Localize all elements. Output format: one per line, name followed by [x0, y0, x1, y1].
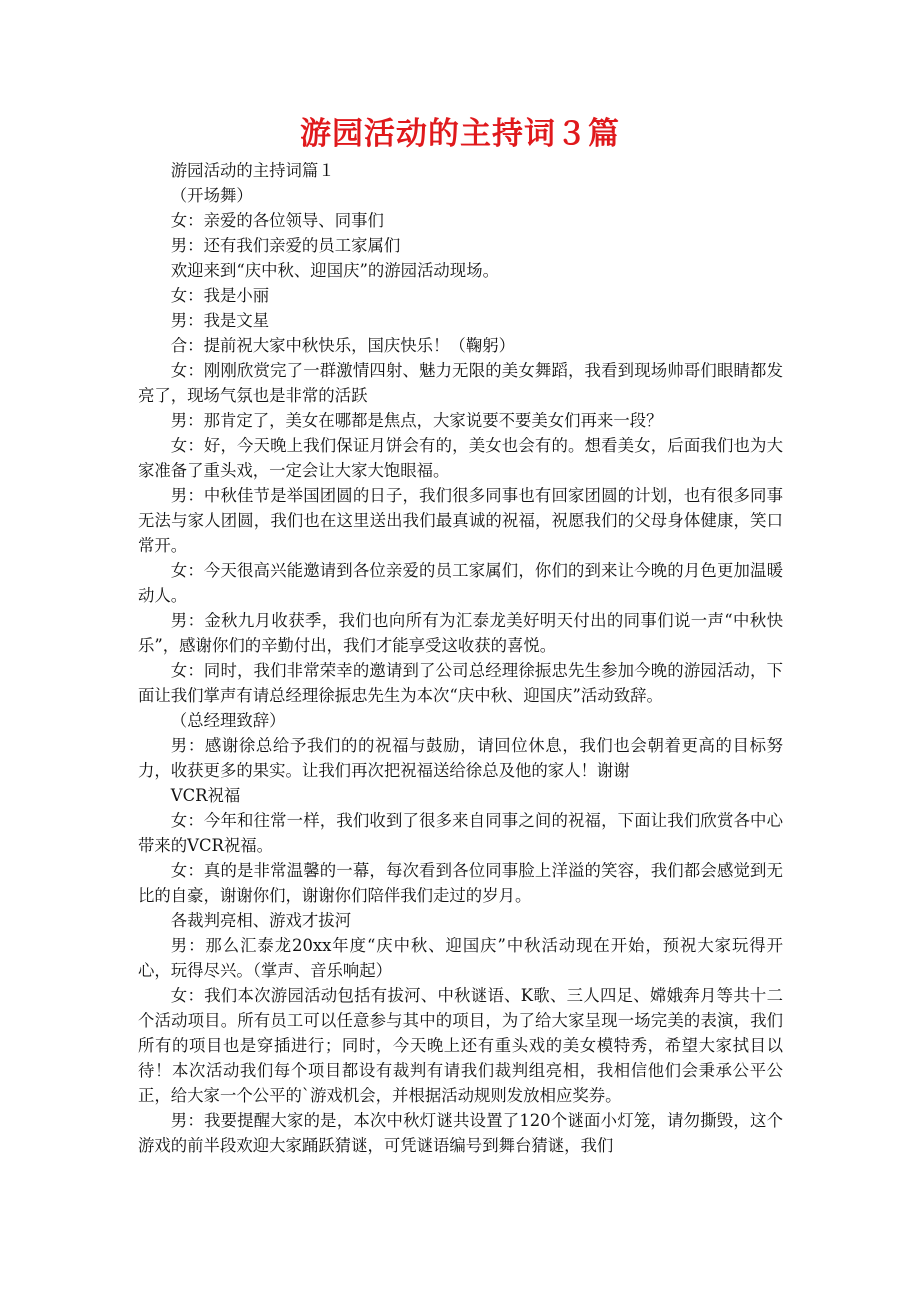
paragraph: 男：我是文星 — [170, 311, 270, 330]
paragraph: 男：我要提醒大家的是，本次中秋灯谜共设置了120个谜面小灯笼，请勿撕毁，这个游戏的前半段欢迎大家踊跃猜谜，可凭谜语编号到舞台猜谜，我们 — [138, 1111, 783, 1155]
paragraph: VCR祝福 — [170, 786, 241, 805]
paragraph: 女：我们本次游园活动包括有拔河、中秋谜语、K歌、三人四足、嫦娥奔月等共十二个活动项目。所有员工可以任意参与其中的项目，为了给大家呈现一场完美的表演，我们所有的项目也是穿插进行；同时，今天晚上还有重头戏的美女模特秀，希望大家拭目以待！本次活动我们每个项目都设有裁判有请我们裁判组亮相，我相信他们会秉承公平公正，给大家一个公平的`游戏机会，并根据活动规则发放相应奖券。 — [138, 986, 783, 1105]
paragraph: （总经理致辞） — [170, 711, 286, 730]
paragraph: 男：中秋佳节是举国团圆的日子，我们很多同事也有回家团圆的计划，也有很多同事无法与家人团圆，我们也在这里送出我们最真诚的祝福，祝愿我们的父母身体健康，笑口常开。 — [138, 486, 783, 555]
paragraph: 男：金秋九月收获季，我们也向所有为汇泰龙美好明天付出的同事们说一声“中秋快乐”，感谢你们的辛勤付出，我们才能享受这收获的喜悦。 — [138, 611, 783, 655]
paragraph: 游园活动的主持词篇１ — [170, 161, 335, 180]
paragraph: 男：那么汇泰龙20xx年度“庆中秋、迎国庆”中秋活动现在开始，预祝大家玩得开心，玩得尽兴。（掌声、音乐响起） — [138, 936, 783, 980]
paragraph: 各裁判亮相、游戏才拔河 — [170, 911, 352, 930]
paragraph: 欢迎来到“庆中秋、迎国庆”的游园活动现场。 — [170, 261, 499, 280]
paragraph: 男：还有我们亲爱的员工家属们 — [170, 236, 401, 255]
paragraph: 女：我是小丽 — [170, 286, 270, 305]
document-title: 游园活动的主持词３篇 — [300, 116, 620, 152]
paragraph: （开场舞） — [170, 186, 253, 205]
paragraph: 女：好，今天晚上我们保证月饼会有的，美女也会有的。想看美女，后面我们也为大家准备了重头戏，一定会让大家大饱眼福。 — [138, 436, 783, 480]
paragraph: 合：提前祝大家中秋快乐，国庆快乐！（鞠躬） — [170, 336, 515, 355]
paragraph: 女：真的是非常温馨的一幕，每次看到各位同事脸上洋溢的笑容，我们都会感觉到无比的自豪，谢谢你们，谢谢你们陪伴我们走过的岁月。 — [138, 861, 783, 905]
paragraph: 男：感谢徐总给予我们的的祝福与鼓励，请回位休息，我们也会朝着更高的目标努力，收获更多的果实。让我们再次把祝福送给徐总及他的家人！谢谢 — [138, 736, 783, 780]
paragraph: 女：亲爱的各位领导、同事们 — [170, 211, 384, 230]
paragraph: 男：那肯定了，美女在哪都是焦点，大家说要不要美女们再来一段？ — [170, 411, 663, 430]
paragraph: 女：今年和往常一样，我们收到了很多来自同事之间的祝福，下面让我们欣赏各中心带来的VCR祝福。 — [138, 811, 783, 855]
paragraph: 女：刚刚欣赏完了一群激情四射、魅力无限的美女舞蹈，我看到现场帅哥们眼睛都发亮了，现场气氛也是非常的活跃 — [138, 361, 783, 405]
paragraph: 女：同时，我们非常荣幸的邀请到了公司总经理徐振忠先生参加今晚的游园活动，下面让我们掌声有请总经理徐振忠先生为本次“庆中秋、迎国庆”活动致辞。 — [138, 661, 783, 705]
document-body — [138, 158, 783, 1158]
paragraph: 女：今天很高兴能邀请到各位亲爱的员工家属们，你们的到来让今晚的月色更加温暖动人。 — [138, 561, 783, 605]
